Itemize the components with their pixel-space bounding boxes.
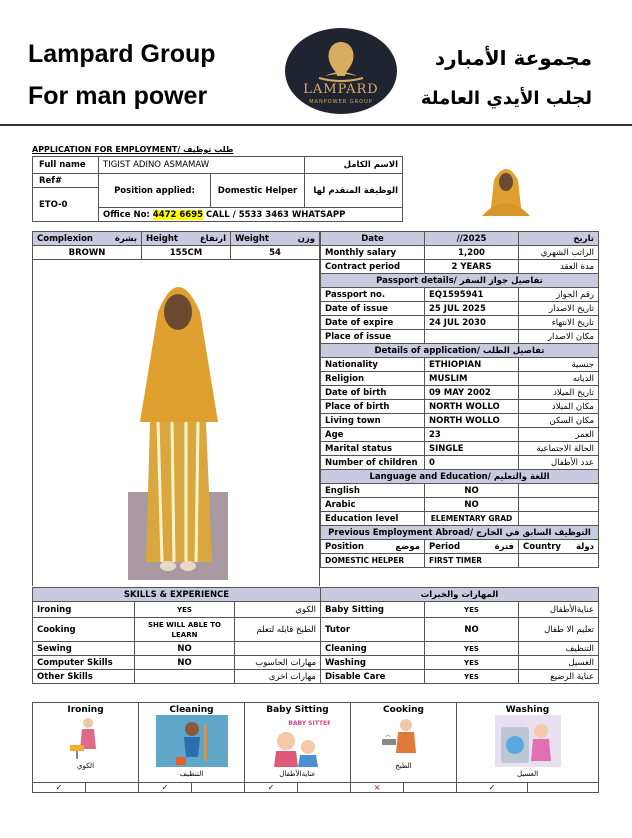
contract-label: Contract period bbox=[321, 260, 425, 274]
baby-sitting-icon bbox=[266, 715, 330, 767]
passport-row-ar: تاريخ الاصدار bbox=[519, 302, 599, 316]
skill-ar: تعليم الا طفال bbox=[519, 618, 599, 642]
details-row-label: Date of birth bbox=[321, 386, 425, 400]
icon-cell-ar: الكوي bbox=[76, 762, 95, 770]
complexion-value: BROWN bbox=[33, 246, 142, 260]
details-row-value: 09 MAY 2002 bbox=[425, 386, 519, 400]
details-section-title: Details of application/ تفاصيل الطلب bbox=[321, 344, 599, 358]
complexion-header: Complexion بشرة bbox=[33, 232, 142, 246]
skill-label: Ironing bbox=[33, 602, 135, 618]
skill-label: Disable Care bbox=[321, 670, 425, 684]
details-row-value: NORTH WOLLO bbox=[425, 400, 519, 414]
profile-photo-small bbox=[478, 160, 534, 216]
position-value: Domestic Helper bbox=[211, 174, 305, 208]
details-row-label: Place of birth bbox=[321, 400, 425, 414]
skill-ar: الكوي bbox=[235, 602, 321, 618]
header-divider bbox=[0, 124, 632, 126]
logo-subtext: MANPOWER GROUP bbox=[309, 99, 373, 105]
passport-row-value: EQ1595941 bbox=[425, 288, 519, 302]
details-row-ar: الديانه bbox=[519, 372, 599, 386]
cooking-icon bbox=[380, 715, 428, 759]
details-row-value: 0 bbox=[425, 456, 519, 470]
icon-cell-cooking bbox=[351, 703, 457, 783]
icon-cell-ar: التنظيف bbox=[179, 770, 204, 778]
passport-row-ar: رقم الجواز bbox=[519, 288, 599, 302]
skill-label: Computer Skills bbox=[33, 656, 135, 670]
passport-row-label: Place of issue bbox=[321, 330, 425, 344]
height-value: 155CM bbox=[142, 246, 231, 260]
icon-cell-baby-sitting bbox=[245, 703, 351, 783]
details-row-ar: جنسية bbox=[519, 358, 599, 372]
skill-label: Baby Sitting bbox=[321, 602, 425, 618]
skill-value: NO bbox=[425, 618, 519, 642]
passport-row-label: Date of issue bbox=[321, 302, 425, 316]
details-row-label: Nationality bbox=[321, 358, 425, 372]
full-name-ar: الاسم الكامل bbox=[305, 157, 403, 174]
passport-section-title: Passport details/ تفاصيل جواز السفر bbox=[321, 274, 599, 288]
details-row-label: Marital status bbox=[321, 442, 425, 456]
details-row-value: ETHIOPIAN bbox=[425, 358, 519, 372]
skill-ar: عناية الرضيع bbox=[519, 670, 599, 684]
passport-row-label: Date of expire bbox=[321, 316, 425, 330]
skill-value: YES bbox=[425, 642, 519, 656]
skill-label: Washing bbox=[321, 656, 425, 670]
cooking-cross-mark: × bbox=[351, 783, 404, 793]
details-row-ar: الحالة الاجتماعية bbox=[519, 442, 599, 456]
skill-label: Cleaning bbox=[321, 642, 425, 656]
previous-section-title: Previous Employment Abroad/ التوظيف السابق في الخارج bbox=[321, 526, 599, 540]
office-numbers: Office No: 4472 6695 CALL / 5533 3463 WHATSAPP bbox=[99, 208, 403, 222]
passport-row-value: 25 JUL 2025 bbox=[425, 302, 519, 316]
salary-ar: الراتب الشهري bbox=[519, 246, 599, 260]
skill-label: Cooking bbox=[33, 618, 135, 642]
language-row-label: English bbox=[321, 484, 425, 498]
baby-sitting-check-mark: ✓ bbox=[245, 783, 298, 793]
language-row-value: NO bbox=[425, 484, 519, 498]
weight-header: Weight وزن bbox=[231, 232, 320, 246]
office-number-highlight: 4472 6695 bbox=[152, 209, 204, 220]
details-row-value: SINGLE bbox=[425, 442, 519, 456]
skill-value bbox=[135, 670, 235, 684]
skills-title-en: SKILLS & EXPERIENCE bbox=[33, 588, 321, 602]
company-logo bbox=[285, 28, 397, 114]
washing-check-mark: ✓ bbox=[457, 783, 528, 793]
skill-value: NO bbox=[135, 642, 235, 656]
baby-sitter-badge: BABY SITTER bbox=[287, 720, 330, 727]
skill-value: YES bbox=[425, 656, 519, 670]
details-row-label: Living town bbox=[321, 414, 425, 428]
date-label: Date bbox=[321, 232, 425, 246]
language-row-label: Education level bbox=[321, 512, 425, 526]
skill-ar: مهارات الحاسوب bbox=[235, 656, 321, 670]
skill-value: YES bbox=[425, 602, 519, 618]
skill-value: SHE WILL ABLE TO LEARN bbox=[135, 618, 235, 642]
contract-ar: مدة العقد bbox=[519, 260, 599, 274]
passport-row-ar: مكان الاصدار bbox=[519, 330, 599, 344]
washing-icon bbox=[495, 715, 561, 767]
position-label: Position applied: bbox=[99, 174, 211, 208]
language-section-title: Language and Education/ اللغة والتعليم bbox=[321, 470, 599, 484]
passport-row-value bbox=[425, 330, 519, 344]
skill-ar: مهارات اخرى bbox=[235, 670, 321, 684]
company-name-ar-line1: مجموعة الأمبارد bbox=[434, 46, 592, 70]
details-row-value: 23 bbox=[425, 428, 519, 442]
icon-cell-title: Cooking bbox=[383, 705, 424, 715]
icon-cell-ar: عنايةالأطفال bbox=[279, 770, 316, 778]
details-row-value: MUSLIM bbox=[425, 372, 519, 386]
icon-cell-title: Cleaning bbox=[169, 705, 214, 715]
passport-row-label: Passport no. bbox=[321, 288, 425, 302]
icon-cell-title: Baby Sitting bbox=[266, 705, 329, 715]
details-row-ar: تاريخ الميلاد bbox=[519, 386, 599, 400]
date-value: //2025 bbox=[425, 232, 519, 246]
skill-label: Other Skills bbox=[33, 670, 135, 684]
weight-value: 54 bbox=[231, 246, 320, 260]
full-name-label: Full name bbox=[33, 157, 99, 174]
height-header: Height ارتفاع bbox=[142, 232, 231, 246]
company-name-en-line1: Lampard Group bbox=[28, 40, 216, 68]
details-row-value: NORTH WOLLO bbox=[425, 414, 519, 428]
cleaning-check-mark: ✓ bbox=[139, 783, 192, 793]
details-table bbox=[320, 231, 599, 568]
salary-label: Monthly salary bbox=[321, 246, 425, 260]
skill-value: YES bbox=[425, 670, 519, 684]
skill-ar bbox=[235, 642, 321, 656]
date-ar: تاريخ bbox=[519, 232, 599, 246]
full-name-value: TIGIST ADINO ASMAMAW bbox=[99, 157, 305, 174]
details-row-ar: مكان السكن bbox=[519, 414, 599, 428]
details-row-ar: العمر bbox=[519, 428, 599, 442]
language-row-value: ELEMENTARY GRAD bbox=[425, 512, 519, 526]
icon-cell-washing bbox=[457, 703, 599, 783]
details-row-label: Number of children bbox=[321, 456, 425, 470]
skill-ar: التنظيف bbox=[519, 642, 599, 656]
skill-label: Tutor bbox=[321, 618, 425, 642]
skill-label: Sewing bbox=[33, 642, 135, 656]
logo-text: LAMPARD bbox=[303, 82, 379, 97]
ref-label: Ref# bbox=[33, 174, 99, 188]
top-info-table bbox=[32, 156, 403, 222]
skill-ar: الغسيل bbox=[519, 656, 599, 670]
details-row-label: Religion bbox=[321, 372, 425, 386]
details-row-ar: مكان الميلاد bbox=[519, 400, 599, 414]
previous-position-header: Position موضع bbox=[321, 540, 425, 554]
profile-photo-full bbox=[128, 272, 228, 580]
previous-period-value: FIRST TIMER bbox=[425, 554, 519, 568]
icon-cell-cleaning bbox=[139, 703, 245, 783]
details-row-ar: عدد الأطفال bbox=[519, 456, 599, 470]
language-row-value: NO bbox=[425, 498, 519, 512]
position-ar: الوظيفة المتقدم لها bbox=[305, 174, 403, 208]
salary-value: 1,200 bbox=[425, 246, 519, 260]
skill-value: NO bbox=[135, 656, 235, 670]
company-name-ar-line2: لجلب الأيدي العاملة bbox=[420, 88, 592, 109]
language-row-label: Arabic bbox=[321, 498, 425, 512]
details-row-label: Age bbox=[321, 428, 425, 442]
skills-icons-table bbox=[32, 702, 599, 793]
skill-value: YES bbox=[135, 602, 235, 618]
previous-position-value: DOMESTIC HELPER bbox=[321, 554, 425, 568]
icon-cell-ar: الغسيل bbox=[516, 770, 539, 778]
passport-row-value: 24 JUL 2030 bbox=[425, 316, 519, 330]
skills-title-ar: المهارات والخبرات bbox=[321, 588, 599, 602]
previous-country-value bbox=[519, 554, 599, 568]
ref-value: ETO-0 bbox=[33, 188, 99, 222]
application-title: APPLICATION FOR EMPLOYMENT/ طلب توظيف bbox=[32, 145, 234, 154]
company-name-en-line2: For man power bbox=[28, 82, 208, 110]
cleaning-icon bbox=[156, 715, 228, 767]
icon-cell-ar: الطبخ bbox=[395, 762, 412, 770]
previous-country-header: Country دولة bbox=[519, 540, 599, 554]
passport-row-ar: تاريخ الانتهاء bbox=[519, 316, 599, 330]
icon-cell-ironing bbox=[33, 703, 139, 783]
contract-value: 2 YEARS bbox=[425, 260, 519, 274]
skill-ar: الطبخ قابله لتعلم bbox=[235, 618, 321, 642]
skill-ar: عنايةالأطفال bbox=[519, 602, 599, 618]
previous-period-header: Period فترة bbox=[425, 540, 519, 554]
ironing-check-mark: ✓ bbox=[33, 783, 86, 793]
icon-cell-title: Ironing bbox=[67, 705, 104, 715]
skills-table bbox=[32, 587, 599, 684]
ironing-icon bbox=[66, 715, 106, 759]
icon-cell-title: Washing bbox=[505, 705, 550, 715]
